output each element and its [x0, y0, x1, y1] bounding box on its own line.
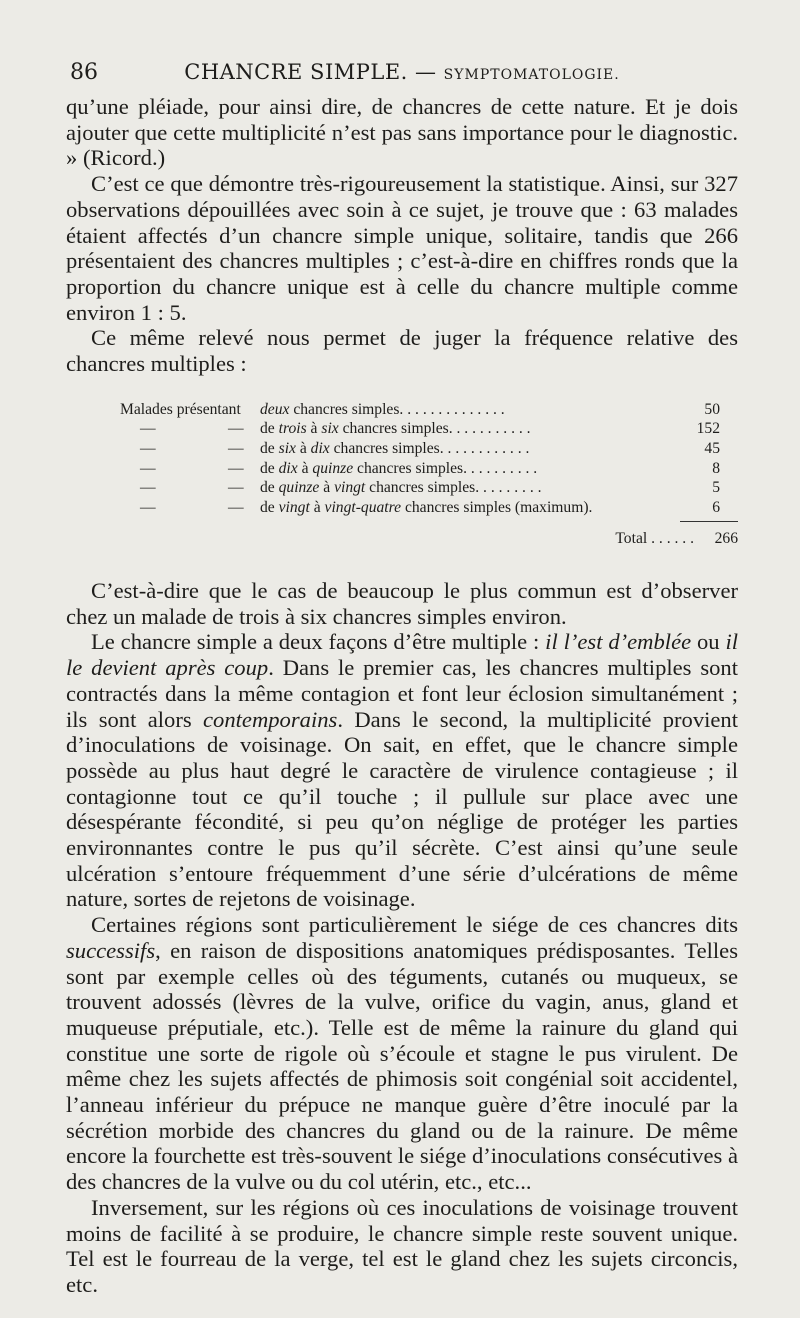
row-value: 50 — [704, 400, 720, 418]
paragraph-6: Certaines régions sont particulièrement le siége de ces chancres dits successifs, en raison de dispositions anatomiques prédisposantes. Telles sont par exemple celles où des téguments, cutanés ou muqueux, se trouvent adossés (lèvres de la vulve, orifice du vagin, anus, gland et muqueuse préputiale, etc.). Telle est de même la rainure du gland qui constitue une sorte de rigole où s’écoule et stagne le pus virulent. De même chez les sujets affectés de phimosis soit congénial soit accidentel, l’anneau inférieur du prépuce ne manque guère d’être inoculé par la sécrétion morbide des chancres du gland ou de la rainure. De même encore la fourchette est très-souvent le siége d’inoculations consécutives à des chancres de la vulve ou du col utérin, etc., etc... — [66, 912, 738, 1195]
total-rule — [680, 521, 738, 522]
paragraph-4: C’est-à-dire que le cas de beaucoup le plus commun est d’observer chez un malade de trois à six chancres simples environ. — [66, 578, 738, 629]
table-row — [120, 419, 720, 439]
row-description: de six à dix chancres simples. . . . . . . . . . . . — [260, 439, 530, 457]
total-row — [66, 526, 738, 552]
paragraph-3: Ce même relevé nous permet de juger la fréquence relative des chancres multiples : — [66, 325, 738, 377]
row-lead: Malades présentant — [120, 400, 241, 418]
total-label: Total . . . . . . — [615, 530, 694, 548]
table-row — [120, 498, 720, 518]
running-title — [66, 60, 738, 84]
row-lead: — — — [140, 420, 244, 438]
table-row — [120, 400, 720, 420]
row-description: de vingt à vingt-quatre chancres simples (maximum). — [260, 498, 593, 516]
row-description: de dix à quinze chancres simples. . . . . . . . . . — [260, 459, 538, 477]
row-lead: — — — [140, 459, 244, 477]
table-row — [120, 478, 720, 498]
page-header — [66, 58, 738, 88]
paragraph-2: C’est ce que démontre très-rigoureusement la statistique. Ainsi, sur 327 observations dépouillées avec soin à ce sujet, je trouve que : 63 malades étaient affectés d’un chancre simple unique, solitaire, tandis que 266 présentaient des chancres multiples ; c’est-à-dire en chiffres ronds que la proportion du chancre unique est à celle du chancre multiple comme environ 1 : 5. — [66, 171, 738, 325]
paragraph-7: Inversement, sur les régions où ces inoculations de voisinage trouvent moins de facilité à se produire, le chancre simple reste souvent unique. Tel est le fourreau de la verge, tel est le gland chez les sujets circoncis, etc. — [66, 1194, 738, 1297]
statistics-table — [120, 400, 720, 518]
row-lead: — — — [140, 498, 244, 516]
page-body — [66, 94, 738, 1298]
row-description: de quinze à vingt chancres simples. . . . . . . . . — [260, 479, 542, 497]
running-title-section: SYMPTOMATOLOGIE. — [443, 67, 620, 83]
page-number: 86 — [70, 60, 98, 85]
row-lead: — — — [140, 439, 244, 457]
row-value: 152 — [696, 420, 720, 438]
paragraph-5: Le chancre simple a deux façons d’être multiple : il l’est d’emblée ou il le devient après coup. Dans le premier cas, les chancres multiples sont contractés dans la même contagion et font leur éclosion simultanément ; ils sont alors contemporains. Dans le second, la multiplicité provient d’inoculations de voisinage. On sait, en effet, que le chancre simple possède au plus haut degré le caractère de virulence contagieuse ; il contagionne tout ce qu’il touche ; il pullule sur place avec une désespérante fécondité, si peu qu’on néglige de protéger les parties environnantes contre le pus qu’il sécrète. C’est ainsi qu’une seule ulcération s’entoure fréquemment d’une série d’ulcérations de même nature, sortes de rejetons de voisinage. — [66, 629, 739, 912]
row-lead: — — — [140, 479, 244, 497]
row-description: de trois à six chancres simples. . . . . . . . . . . — [260, 420, 531, 438]
row-value: 45 — [704, 439, 720, 457]
paragraph-1: qu’une pléiade, pour ainsi dire, de chancres de cette nature. Et je dois ajouter que cette multiplicité n’est pas sans importance pour le diagnostic. » (Ricord.) — [66, 94, 738, 171]
row-value: 5 — [712, 479, 720, 497]
total-value: 266 — [714, 530, 738, 548]
row-description: deux chancres simples. . . . . . . . . . . . . . — [260, 400, 505, 418]
table-row — [120, 459, 720, 479]
table-row — [120, 439, 720, 459]
row-value: 8 — [712, 459, 720, 477]
row-value: 6 — [712, 498, 720, 516]
running-title-main: CHANCRE SIMPLE. — — [184, 60, 444, 84]
